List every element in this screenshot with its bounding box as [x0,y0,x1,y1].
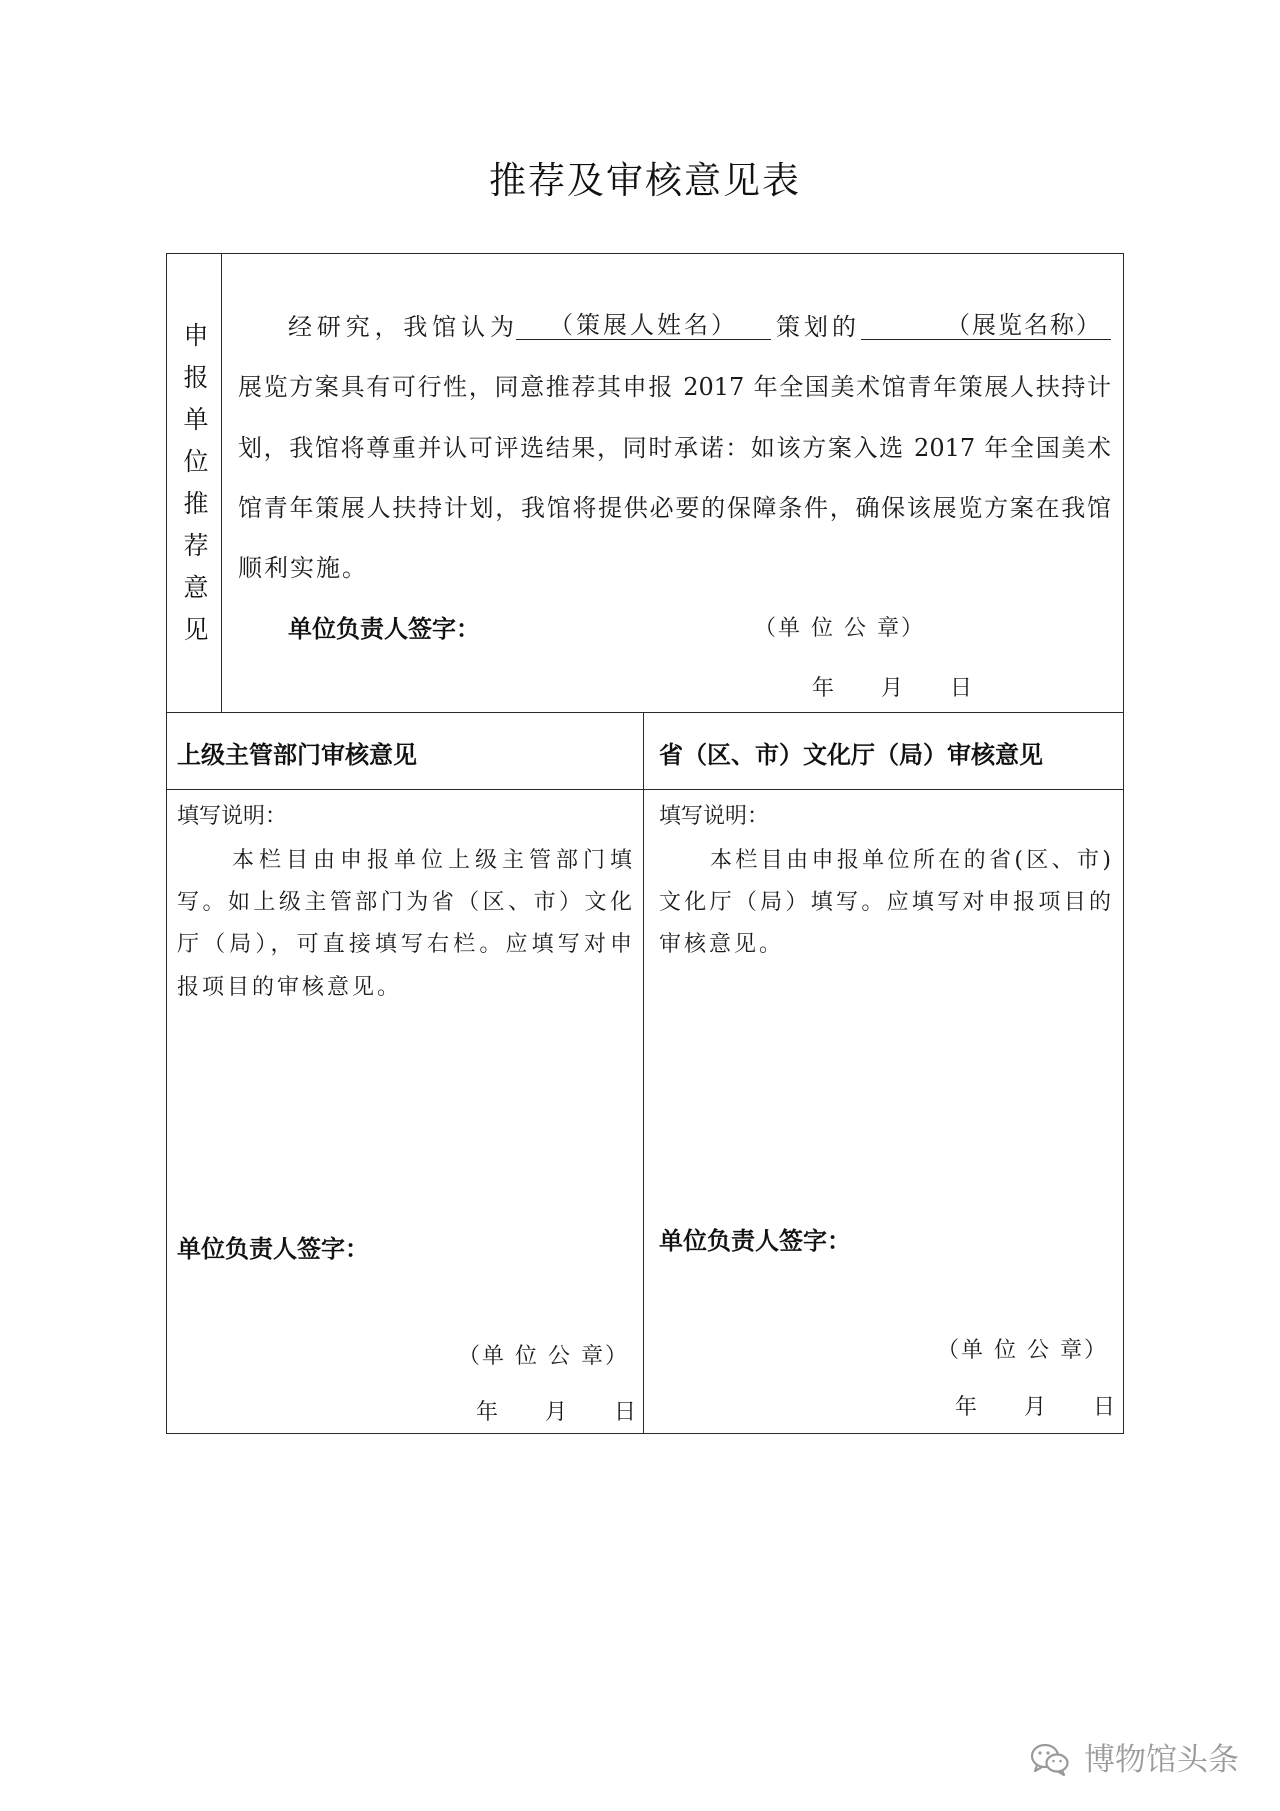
superior-seal: （单 位 公 章） [458,1344,629,1369]
provincial-instructions-label: 填写说明： [659,804,770,829]
superior-review-header: 上级主管部门审核意见 [177,741,417,769]
superior-instruction-line: 厅（局），可直接填写右栏。应填写对申 [177,932,632,957]
recommendation-seal: （单 位 公 章） [754,616,925,641]
recommendation-date: 年 月 日 [812,676,972,701]
row-divider-1 [166,712,1124,713]
wechat-icon [1030,1742,1070,1778]
provincial-instruction-line: 文化厅（局）填写。应填写对申报项目的 [659,890,1111,915]
provincial-instruction-line: 本栏目由申报单位所在的省(区、市) [710,848,1111,873]
superior-date: 年 月 日 [476,1400,636,1425]
exhibition-name-blank: （展览名称） [861,310,1111,340]
recommendation-line: 划，我馆将尊重并认可评选结果，同时承诺：如该方案入选 2017 年全国美术 [238,434,1111,462]
superior-signature-label: 单位负责人签字： [177,1235,369,1263]
row-divider-2 [166,789,1124,790]
provincial-signature-label: 单位负责人签字： [659,1227,851,1255]
provincial-seal: （单 位 公 章） [937,1338,1108,1363]
page-title: 推荐及审核意见表 [489,159,801,202]
column-divider [643,713,644,1434]
recommendation-signature-label: 单位负责人签字： [288,615,480,643]
recommendation-line: 馆青年策展人扶持计划，我馆将提供必要的保障条件，确保该展览方案在我馆 [238,494,1111,522]
recommendation-intro: 经研究，我馆认为 [288,313,514,341]
provincial-instruction-line: 审核意见。 [659,932,785,957]
recommendation-side-label: 申报单位推荐意见 [180,322,209,658]
recommendation-planned: 策划的 [776,313,856,341]
recommendation-line: 顺利实施。 [238,554,368,582]
provincial-date: 年 月 日 [955,1395,1115,1420]
watermark-text: 博物馆头条 [1084,1742,1239,1778]
side-label-divider [221,253,222,713]
superior-instruction-line: 报项目的审核意见。 [177,975,403,1000]
superior-instruction-line: 写。如上级主管部门为省（区、市）文化 [177,890,632,915]
curator-name-blank: （策展人姓名） [516,310,771,340]
recommendation-line: 展览方案具有可行性，同意推荐其申报 2017 年全国美术馆青年策展人扶持计 [238,373,1111,401]
superior-instruction-line: 本栏目由申报单位上级主管部门填 [232,848,632,873]
superior-instructions-label: 填写说明： [177,804,288,829]
provincial-review-header: 省（区、市）文化厅（局）审核意见 [659,741,1043,769]
